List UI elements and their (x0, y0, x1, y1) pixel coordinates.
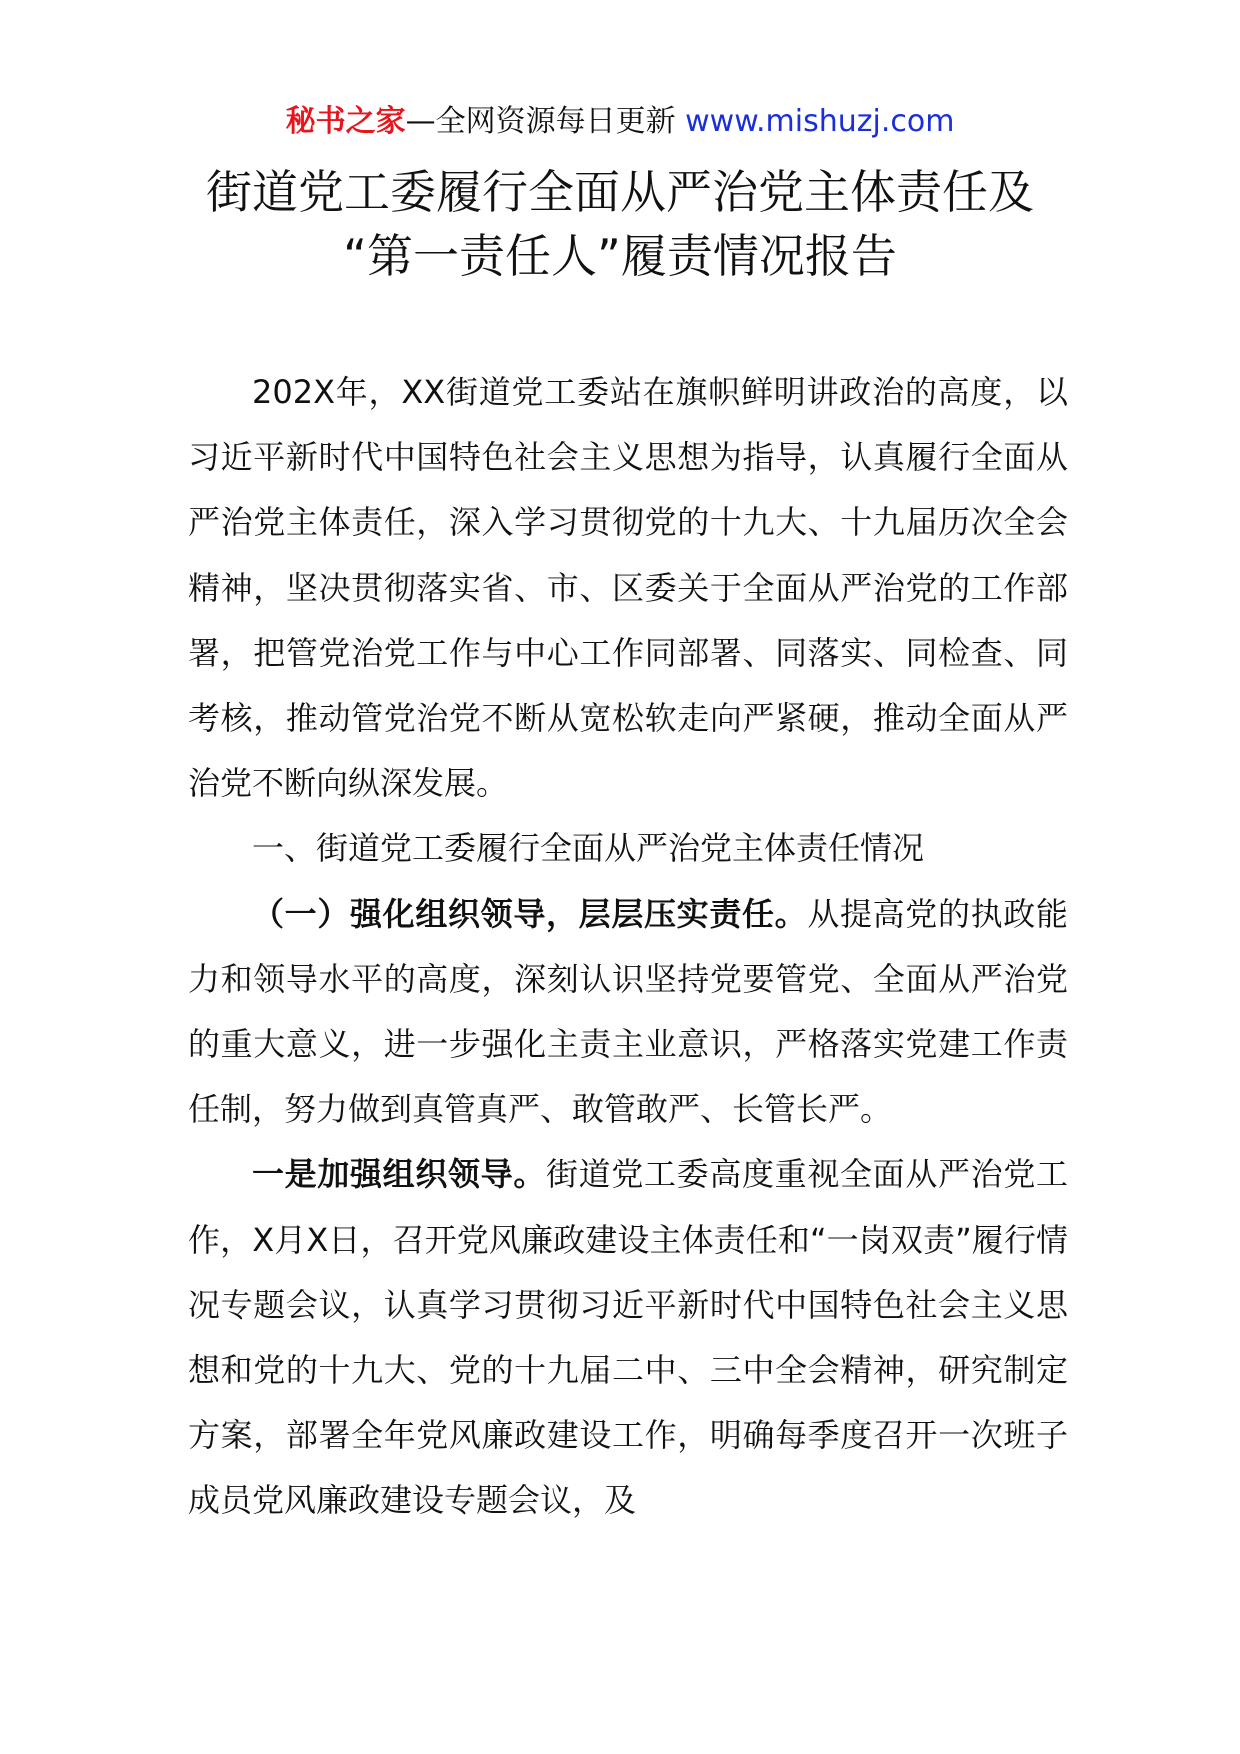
section-heading-1: 一、街道党工委履行全面从严治党主体责任情况 (252, 829, 925, 868)
site-url-link[interactable]: www.mishuzj.com (685, 104, 955, 139)
subsection-1-heading: （一）强化组织领导，层层压实责任。 (252, 894, 808, 933)
document-title (0, 160, 1240, 288)
point-1-heading: 一是加强组织领导。 (252, 1155, 546, 1194)
document-title-line-2: “第一责任人”履责情况报告 (343, 229, 897, 283)
header-tagline: —全网资源每日更新 (405, 104, 676, 139)
site-header (0, 100, 1240, 144)
paragraph-subsection-1 (188, 882, 1068, 1143)
paragraph-point-1 (188, 1142, 1068, 1533)
document-title-line-1: 街道党工委履行全面从严治党主体责任及 (206, 165, 1034, 219)
brand-name: 秘书之家 (285, 104, 406, 139)
paragraph-intro: 202X年，XX街道党工委站在旗帜鲜明讲政治的高度，以习近平新时代中国特色社会主义思想为指导，认真履行全面从严治党主体责任，深入学习贯彻党的十九大、十九届历次全会精神，坚决贯彻落实省、市、区委关于全面从严治党的工作部署，把管党治党工作与中心工作同部署、同落实、同检查、同考核，推动管党治党不断从宽松软走向严紧硬，推动全面从严治党不断向纵深发展。 (188, 373, 1068, 803)
subsection-1-text: 从提高党的执政能力和领导水平的高度，深刻认识坚持党要管党、全面从严治党的重大意义，进一步强化主责主业意识，严格落实党建工作责任制，努力做到真管真严、敢管敢严、长管长严。 (188, 894, 1068, 1129)
document-body (188, 360, 1068, 1534)
point-1-text: 街道党工委高度重视全面从严治党工作，X月X日，召开党风廉政建设主体责任和“一岗双责”履行情况专题会议，认真学习贯彻习近平新时代中国特色社会主义思想和党的十九大、党的十九届二中、三中全会精神，研究制定方案，部署全年党风廉政建设工作，明确每季度召开一次班子成员党风廉政建设专题会议，及 (188, 1155, 1068, 1520)
